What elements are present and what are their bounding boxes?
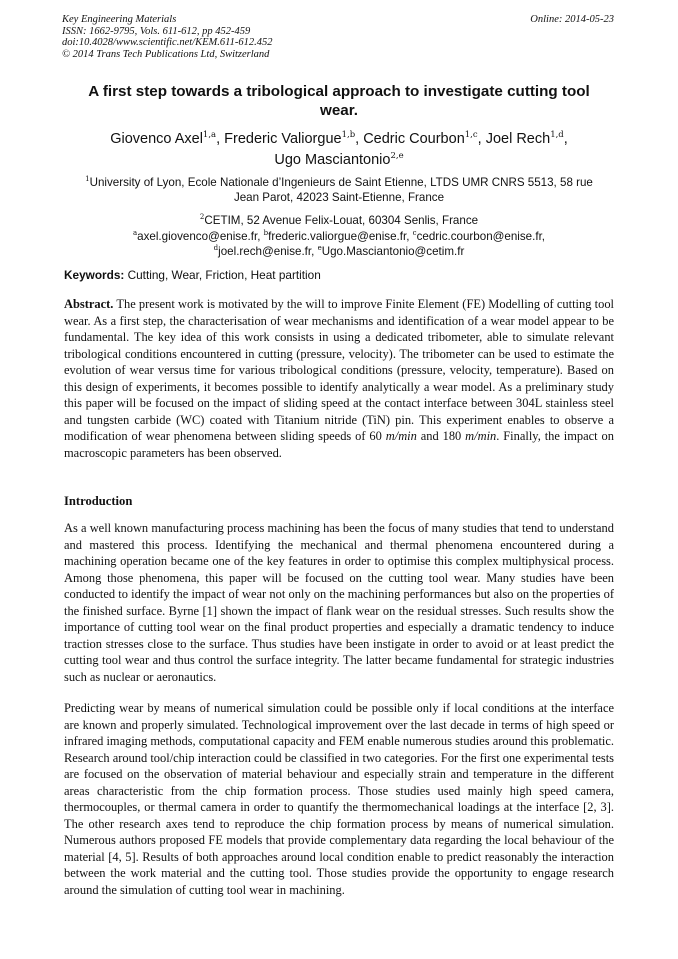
author-name: Cedric Courbon [363, 131, 465, 147]
author-name: Ugo Masciantonio [274, 151, 391, 168]
keywords-text: Cutting, Wear, Friction, Heat partition [124, 268, 321, 282]
abstract-unit: m/min [385, 429, 417, 444]
online-date: Online: 2014-05-23 [530, 14, 614, 25]
keywords [64, 268, 321, 282]
email-sup: d [213, 244, 219, 253]
email-address[interactable]: frederic.valiorgue@enise.fr, [268, 230, 413, 243]
abstract-label: Abstract. [64, 297, 114, 311]
journal-doi[interactable]: doi:10.4028/www.scientific.net/KEM.611-612.452 [62, 37, 273, 49]
email-address[interactable]: Ugo.Masciantonio@cetim.fr [321, 245, 465, 259]
email-line [62, 244, 616, 259]
section-heading: Introduction [64, 494, 133, 508]
author-sup: 2,e [390, 150, 404, 161]
title-line: A first step towards a tribological approach to investigate cutting tool [88, 83, 590, 100]
author-sep: , [216, 131, 225, 147]
email-line [62, 229, 616, 244]
email-sup: a [132, 229, 138, 237]
affiliation-sup: 1 [85, 175, 90, 183]
email-sup: c [412, 229, 417, 237]
journal-header [62, 14, 272, 60]
affiliation-line: Jean Parot, 42023 Saint-Etienne, France [233, 191, 445, 205]
affiliation-sup: 2 [199, 213, 205, 221]
affiliation-text: University of Lyon, Ecole Nationale d’Ingenieurs de Saint Etienne, LTDS UMR CNRS 5513, 58 rue [89, 176, 593, 189]
journal-copyright: © 2014 Trans Tech Publications Ltd, Switzerland [62, 48, 270, 60]
abstract [64, 296, 614, 461]
title-line: wear. [320, 102, 358, 119]
author-name: Joel Rech [485, 131, 551, 147]
author-name: Giovenco Axel [110, 131, 203, 147]
email-address[interactable]: cedric.courbon@enise.fr, [416, 230, 546, 243]
author-line [62, 150, 616, 171]
journal-name: Key Engineering Materials [62, 14, 177, 25]
intro-paragraph-2: Predicting wear by means of numerical simulation could be possible only if local conditions at the interface are known and properly simulated. Technological improvement over the last decade in terms of high speed or infrared imaging methods, computational capacity and FEM enable numerous studies around this problematic. Research around tool/chip interaction could be classified in two categories. For the first one experimental tests are focused on the observation of material behaviour and especially strain and temperature in the different areas characteristic from the chip formation process. Those studies used mainly high speed camera, thermocouples, or thermal camera in order to quantify the thermomechanical loadings at the interface [2, 3]. The other research axes tend to reproduce the chip formation process by means of numerical simulation. Numerous authors proposed FE models that provide complementary data regarding the local behaviour of the material [4, 5]. Results of both approaches around local condition enable to predict reasonably the interaction between the work material and the cutting tool. Those studies provide the opportunity to engage research around the simulation of cutting tool wear in machining. [64, 701, 614, 898]
abstract-text: . Finally, the impact on macroscopic parameters has been observed. [64, 429, 614, 460]
author-list [62, 129, 616, 170]
journal-issn: ISSN: 1662-9795, Vols. 611-612, pp 452-459 [62, 25, 251, 37]
author-line [62, 129, 616, 150]
affiliation-1 [62, 175, 616, 206]
author-sup: 1,a [202, 130, 217, 140]
author-name: Frederic Valiorgue [224, 131, 342, 147]
author-sup: 1,d [550, 130, 564, 140]
author-sep: , [355, 131, 364, 147]
email-sup: e [317, 244, 322, 253]
affiliation-line [62, 175, 616, 190]
email-address[interactable]: joel.rech@enise.fr, [218, 245, 318, 259]
author-sup: 1,b [341, 130, 356, 140]
intro-paragraph-1: As a well known manufacturing process machining has been the focus of many studies that tend to understand and mastered this process. Identifying the mechanical and thermal phenomena encountered during a machining operation became one of the key features in order to optimise this complex multiphysical process. Among those phenomena, this paper will be focused on the cutting tool wear. Many studies have been conducted to identify the impact of wear not only on the machining performances but also on the properties of the finished surface. Byrne [1] shown the impact of flank wear on the residual stresses. Such results show the importance of cutting tool wear on the final product properties and especially a dramatic tendency to induce traction stresses close to the surface. Thus studies have been instigate in order to avoid or at least predict the cutting tool wear and thus control the surface integrity. The latter became fundamental for strategic industries such as nuclear or aeronautics. [64, 521, 614, 684]
author-sep: , [477, 131, 486, 147]
abstract-unit: m/min [465, 429, 497, 444]
affiliation-text: CETIM, 52 Avenue Felix-Louat, 60304 Senlis, France [204, 214, 479, 227]
affiliation-2 [62, 213, 616, 228]
email-address[interactable]: axel.giovenco@enise.fr, [137, 230, 264, 243]
author-sup: 1,c [464, 130, 478, 140]
abstract-text: The present work is motivated by the will to improve Finite Element (FE) Modelling of cutting tool wear. As a first step, the characterisation of wear mechanisms and identification of a wear model appear to be fundamental. The key idea of this work consists in using a dedicated tribometer, able to simulate relevant tribological conditions encountered in cutting (pressure, velocity). The tribometer can be used to estimate the evolution of wear versus time for various tribological conditions (pressure, velocity, temperature). Based on this design of experiments, it becomes possible to identify analytically a wear model. As a preliminary study this paper will be focused on the impact of sliding speed at the contact interface between 304L stainless steel and tungsten carbide (WC) coated with Titanium nitride (TiN) pin. This experiment enables to observe a modification of wear phenomena between sliding speeds of 60 [64, 297, 614, 444]
email-sup: b [263, 229, 269, 237]
keywords-label: Keywords: [64, 268, 125, 282]
abstract-text: and 180 [416, 429, 466, 444]
email-list [62, 229, 616, 260]
paper-title [66, 82, 612, 120]
author-sep: , [563, 131, 568, 147]
